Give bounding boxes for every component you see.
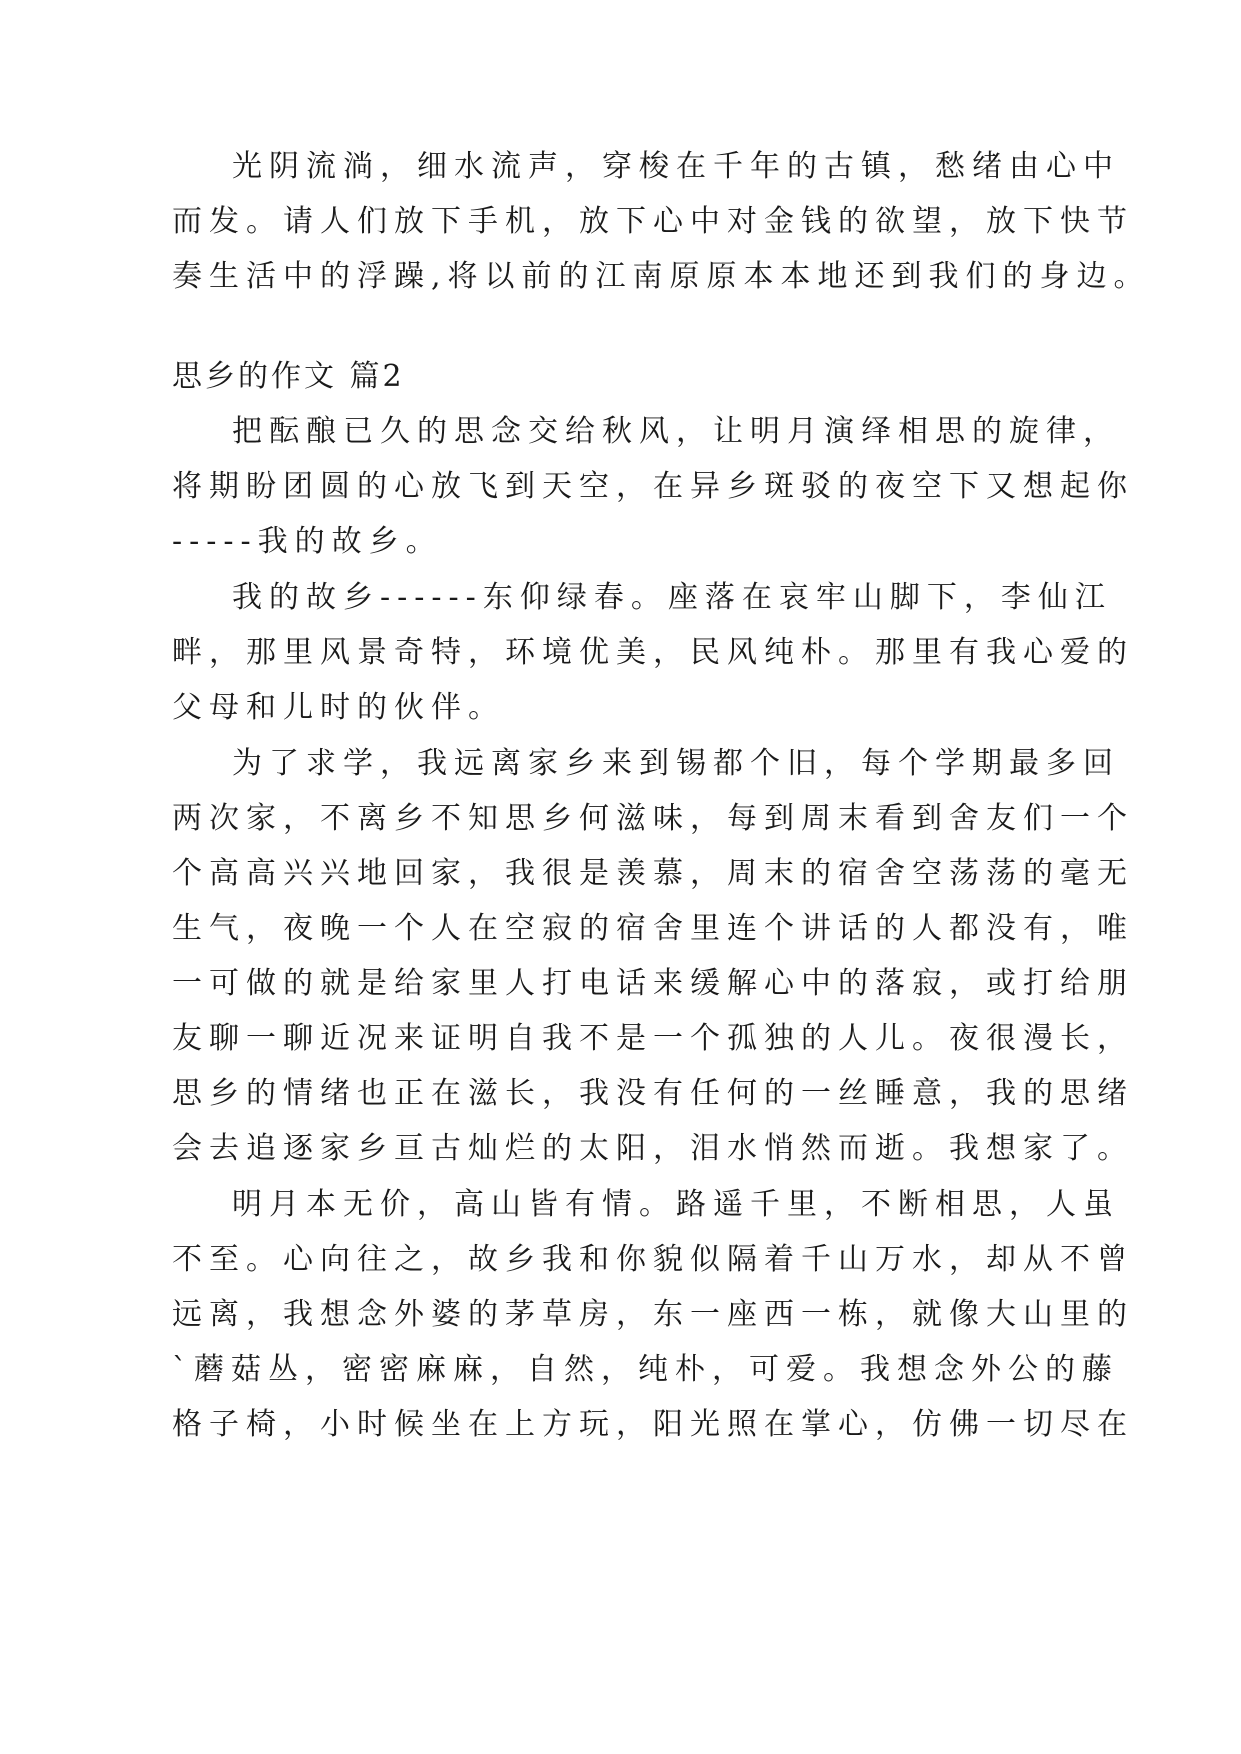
text-line: -----我的故乡。 (172, 524, 443, 559)
text-line: 思乡的情绪也正在滋长，我没有任何的一丝睡意，我的思绪 (172, 1076, 1134, 1111)
text-line: 奏生活中的浮躁,将以前的江南原原本本地还到我们的身边。 (172, 259, 1151, 294)
text-line: 两次家，不离乡不知思乡何滋味，每到周末看到舍友们一个 (172, 801, 1134, 836)
text-line: 将期盼团圆的心放飞到天空，在异乡斑驳的夜空下又想起你 (172, 469, 1134, 504)
text-line: 一可做的就是给家里人打电话来缓解心中的落寂，或打给朋 (172, 966, 1134, 1001)
text-line: 友聊一聊近况来证明自我不是一个孤独的人儿。夜很漫长， (172, 1021, 1134, 1056)
section-heading: 思乡的作文 篇2 (172, 359, 405, 394)
text-line: 把酝酿已久的思念交给秋风，让明月演绎相思的旋律， (232, 414, 1120, 449)
text-line: 我的故乡------东仰绿春。座落在哀牢山脚下，李仙江 (232, 580, 1112, 615)
text-line: 不至。心向往之，故乡我和你貌似隔着千山万水，却从不曾 (172, 1242, 1134, 1277)
text-line: 格子椅，小时候坐在上方玩，阳光照在掌心，仿佛一切尽在 (172, 1407, 1134, 1442)
text-line: 明月本无价，高山皆有情。路遥千里，不断相思，人虽 (232, 1187, 1120, 1222)
text-line: 生气，夜晚一个人在空寂的宿舍里连个讲话的人都没有，唯 (172, 911, 1134, 946)
text-line: 父母和儿时的伙伴。 (172, 690, 505, 725)
text-line: 而发。请人们放下手机，放下心中对金钱的欲望，放下快节 (172, 204, 1134, 239)
text-line: 为了求学，我远离家乡来到锡都个旧，每个学期最多回 (232, 746, 1120, 781)
text-line: 会去追逐家乡亘古灿烂的太阳，泪水悄然而逝。我想家了。 (172, 1131, 1134, 1166)
text-line: 畔，那里风景奇特，环境优美，民风纯朴。那里有我心爱的 (172, 635, 1134, 670)
text-line: 光阴流淌，细水流声，穿梭在千年的古镇，愁绪由心中 (232, 149, 1120, 184)
text-line: 个高高兴兴地回家，我很是羡慕，周末的宿舍空荡荡的毫无 (172, 856, 1134, 891)
text-line: `蘑菇丛，密密麻麻，自然，纯朴，可爱。我想念外公的藤 (172, 1352, 1119, 1387)
text-line: 远离，我想念外婆的茅草房，东一座西一栋，就像大山里的 (172, 1297, 1134, 1332)
